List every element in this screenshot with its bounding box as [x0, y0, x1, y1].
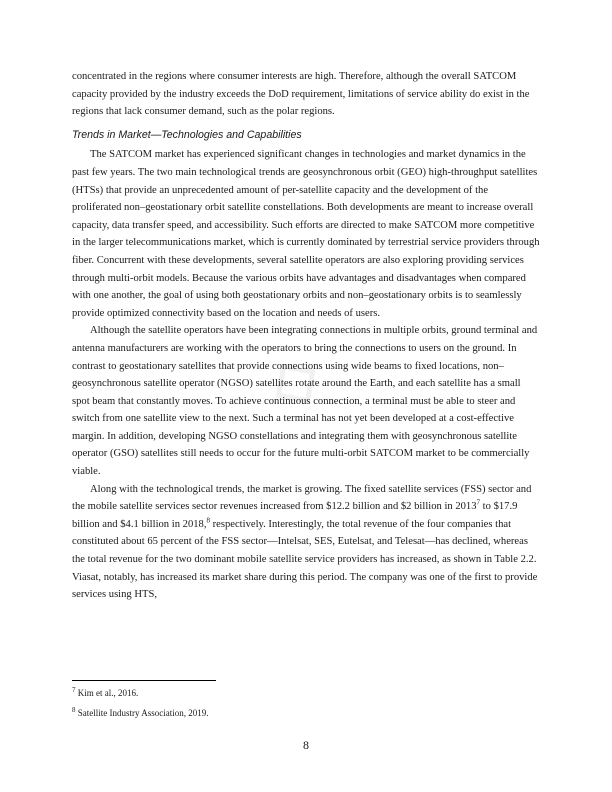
paragraph-market-growth-part-3: respectively. Interestingly, the total revenue of the four companies that constituted about 65 percent of the FSS sector—Intelsat, SES, Eutelsat, and Telesat—has declined, whereas the total revenue for the two dominant mobile satellite service providers has increased, as shown in Table 2.2. Viasat, notably, has increased its market share during this period. The company was one of the first to provide services using HTS, — [72, 518, 538, 601]
footnote-number: 8 — [72, 706, 76, 714]
section-heading: Trends in Market—Technologies and Capabilities — [72, 128, 302, 141]
footnote-text: Satellite Industry Association, 2019. — [77, 708, 209, 718]
body-text — [72, 68, 540, 604]
footnote-item — [72, 706, 540, 720]
footnote-text: Kim et al., 2016. — [77, 688, 139, 698]
paragraph-market-growth-part-2: to $17.9 billion and $4.1 billion in 2018, — [72, 501, 518, 530]
paragraph-market-growth — [72, 481, 540, 604]
footnote-ref-8[interactable]: 8 — [206, 516, 210, 525]
paragraph-market-growth-part-1: Along with the technological trends, the market is growing. The fixed satellite services (FSS) sector and the mobile satellite services sector revenues increased from $12.2 billion and $2 billion in 2013 — [72, 483, 532, 513]
footnote-ref-7[interactable]: 7 — [476, 498, 481, 507]
paragraph-terminals: Although the satellite operators have been integrating connections in multiple orbits, ground terminal and antenna manufacturers are working with the operators to bring the connections to users on the ground. In contrast to geostationary satellites that provide connections using wide beams to fixed locations, non–geosynchronous satellite operator (NGSO) satellites rotate around the Earth, and each satellite has a small spot beam that constantly moves. To achieve continuous connection, a terminal must be able to steer and switch from one satellite view to the next. Such a terminal has not yet been developed at a cost-effective margin. In addition, developing NGSO constellations and integrating them with geosynchronous satellite operator (GSO) satellites still needs to occur for the future multi-orbit SATCOM market to be commercially viable. — [72, 325, 538, 478]
footnote-divider — [72, 680, 216, 681]
paragraph-trends: The SATCOM market has experienced significant changes in technologies and market dynamics in the past few years. The two main technological trends are geosynchronous orbit (GEO) high-throughput satellites (HTSs) that provide an unprecedented amount of per-satellite capacity and the development of the proliferated non–geostationary orbit satellite constellations. Both developments are meant to increase overall capacity, data transfer speed, and accessibility. Such efforts are directed to make SATCOM more competitive in the larger telecommunications market, which is currently dominated by terrestrial service providers through fiber. Concurrent with these developments, several satellite operators are also exploring providing services through multi-orbit models. Because the various orbits have advantages and disadvantages when compared with one another, the goal of using both geostationary orbits and non–geostationary orbits is to seamlessly provide optimized connectivity based on the location and needs of users. — [72, 149, 540, 319]
watermark-mark: ◇ — [255, 339, 331, 421]
footnote-item — [72, 686, 540, 700]
footnote-number: 7 — [72, 686, 76, 694]
paragraph-continued: concentrated in the regions where consumer interests are high. Therefore, although the overall SATCOM capacity provided by the industry exceeds the DoD requirement, limitations of service ability do exist in the regions that lack consumer demand, such as the polar regions. — [72, 71, 530, 118]
page-number: 8 — [303, 738, 309, 752]
footnotes — [72, 686, 540, 726]
